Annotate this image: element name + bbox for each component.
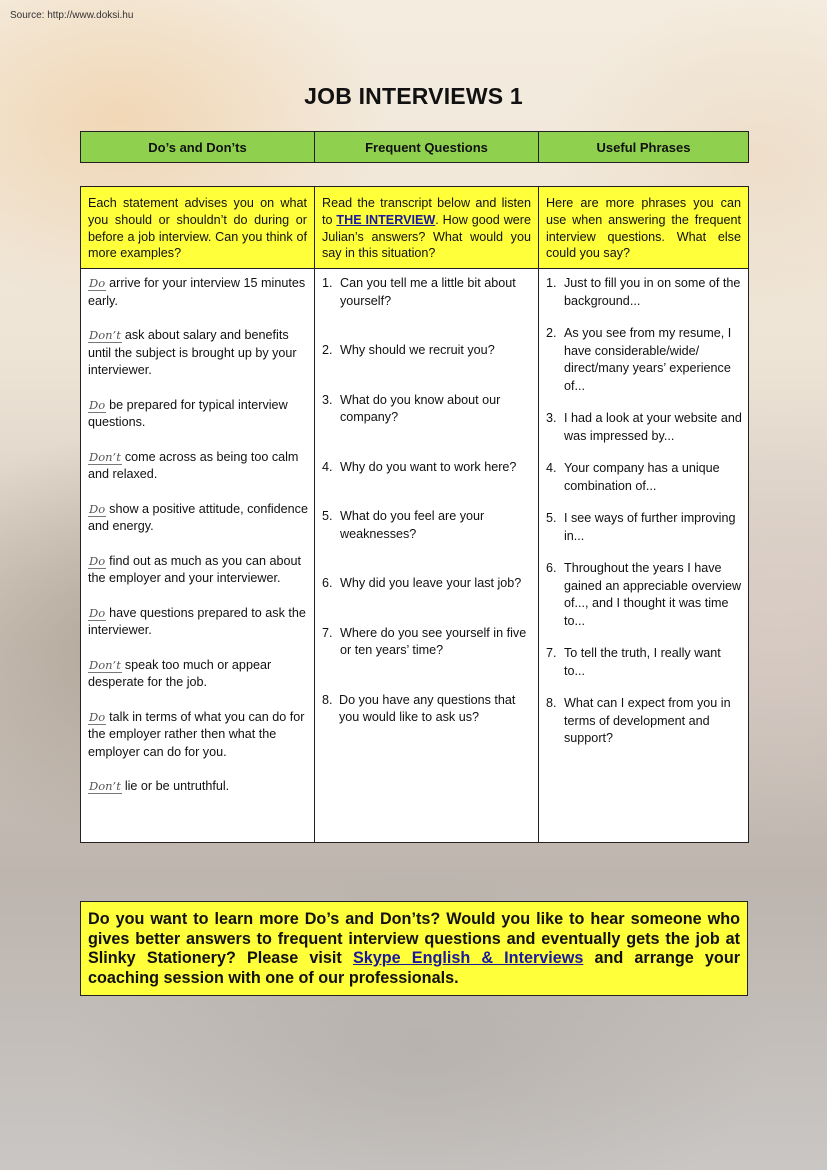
item-text: To tell the truth, I really want to... xyxy=(564,646,721,678)
item-number: 2. xyxy=(546,326,557,341)
question-item xyxy=(322,392,532,427)
item-text: Why do you want to work here? xyxy=(340,459,517,474)
item-text: Throughout the years I have gained an appreciable overview of..., and I thought it was time to... xyxy=(564,561,742,628)
tag-label: Do xyxy=(89,276,106,291)
item-text: show a positive attitude, confidence and energy. xyxy=(88,501,308,534)
intro-text-before: Read the transcript below and listen to xyxy=(322,196,531,227)
phrase-item xyxy=(546,695,742,748)
list-item xyxy=(88,605,308,640)
item-number: 6. xyxy=(322,576,333,591)
question-item xyxy=(322,459,532,477)
promo-box xyxy=(80,901,748,996)
item-number: 4. xyxy=(322,459,333,474)
content-table xyxy=(80,186,749,843)
intro-text-after: . How good were Julian’s answers? What would you say in this situation? xyxy=(322,212,531,261)
item-text: ask about salary and benefits until the subject is brought up by your interviewer. xyxy=(88,328,297,378)
item-text: speak too much or appear desperate for the job. xyxy=(88,657,272,690)
item-number: 7. xyxy=(546,646,557,661)
item-text: find out as much as you can about the employer and your interviewer. xyxy=(88,553,301,586)
question-item xyxy=(322,575,532,593)
item-text: Just to fill you in on some of the background... xyxy=(564,276,741,308)
item-text: I see ways of further improving in... xyxy=(564,511,736,543)
list-item xyxy=(88,709,308,762)
list-item xyxy=(88,275,308,310)
item-text: As you see from my resume, I have considerable/wide/ direct/many years’ experience of... xyxy=(564,326,732,393)
tag-label: Don’t xyxy=(89,779,121,794)
intro-useful-phrases: Here are more phrases you can use when answering the frequent interview questions. What else could you say? xyxy=(539,187,749,269)
header-dos-donts: Do’s and Don’ts xyxy=(81,132,315,163)
list-item xyxy=(88,657,308,692)
useful-phrases-list xyxy=(539,269,749,843)
item-number: 1. xyxy=(546,276,557,291)
item-text: talk in terms of what you can do for the employer rather then what the employer can do for you. xyxy=(88,709,305,759)
item-number: 8. xyxy=(322,692,333,707)
intro-dos-donts: Each statement advises you on what you should or shouldn’t do during or before a job interview. Can you think of more examples? xyxy=(81,187,315,269)
tag-label: Don’t xyxy=(89,449,121,464)
phrase-item xyxy=(546,410,742,445)
list-item xyxy=(88,553,308,588)
tag-label: Do xyxy=(89,501,106,516)
dos-donts-list xyxy=(81,269,315,843)
source-label: Source: http://www.doksi.hu xyxy=(10,10,134,21)
the-interview-link[interactable]: THE INTERVIEW xyxy=(336,212,436,227)
item-text: I had a look at your website and was impressed by... xyxy=(564,411,742,443)
item-text: Your company has a unique combination of... xyxy=(564,461,720,493)
item-text: Where do you see yourself in five or ten years’ time? xyxy=(340,625,527,658)
phrase-item xyxy=(546,510,742,545)
phrase-item xyxy=(546,460,742,495)
tag-label: Do xyxy=(89,605,106,620)
question-item xyxy=(322,625,532,660)
tag-label: Don’t xyxy=(89,657,121,672)
page-title: JOB INTERVIEWS 1 xyxy=(304,83,523,109)
skype-english-link[interactable]: Skype English & Interviews xyxy=(352,949,584,968)
intro-frequent-questions xyxy=(315,187,539,269)
header-useful-phrases: Useful Phrases xyxy=(539,132,749,163)
item-number: 6. xyxy=(546,561,557,576)
question-item xyxy=(322,508,532,543)
item-text: Do you have any questions that you would like to ask us? xyxy=(339,692,516,725)
list-item xyxy=(88,501,308,536)
frequent-questions-list xyxy=(315,269,539,843)
tag-label: Do xyxy=(89,553,106,568)
item-number: 8. xyxy=(546,696,557,711)
phrase-item xyxy=(546,560,742,630)
list-item xyxy=(88,778,308,796)
item-text: lie or be untruthful. xyxy=(124,779,230,794)
item-text: be prepared for typical interview questions. xyxy=(88,397,288,430)
list-item xyxy=(88,327,308,380)
item-number: 5. xyxy=(546,511,557,526)
phrase-item xyxy=(546,275,742,310)
question-item xyxy=(322,342,532,360)
item-number: 2. xyxy=(322,343,333,358)
item-number: 7. xyxy=(322,625,333,640)
item-number: 4. xyxy=(546,461,557,476)
item-text: come across as being too calm and relaxed. xyxy=(88,449,299,482)
promo-text-before: Do you want to learn more Do’s and Don’ts? Would you like to hear someone who gives better answers to frequent interview questions and eventually gets the job at Slinky Stationery? Please visit xyxy=(88,910,740,968)
header-frequent-questions: Frequent Questions xyxy=(315,132,539,163)
item-text: Why did you leave your last job? xyxy=(340,576,522,591)
item-text: What do you know about our company? xyxy=(340,392,501,425)
item-number: 3. xyxy=(322,392,333,407)
item-text: Why should we recruit you? xyxy=(340,343,495,358)
tag-label: Do xyxy=(89,397,106,412)
item-text: What do you feel are your weaknesses? xyxy=(340,509,485,541)
question-item xyxy=(322,692,532,727)
phrase-item xyxy=(546,645,742,680)
item-text: have questions prepared to ask the interviewer. xyxy=(88,605,306,638)
list-item xyxy=(88,449,308,484)
tag-label: Don’t xyxy=(89,328,121,343)
item-text: arrive for your interview 15 minutes early. xyxy=(88,276,306,308)
tag-label: Do xyxy=(89,709,106,724)
item-number: 5. xyxy=(322,509,333,524)
question-item xyxy=(322,275,532,310)
column-header-table xyxy=(80,131,749,163)
promo-text-after: and arrange your coaching session with one of our professionals. xyxy=(88,949,741,987)
item-text: What can I expect from you in terms of development and support? xyxy=(564,696,731,746)
item-number: 3. xyxy=(546,411,557,426)
item-text: Can you tell me a little bit about yourself? xyxy=(340,276,516,308)
phrase-item xyxy=(546,325,742,395)
list-item xyxy=(88,397,308,432)
item-number: 1. xyxy=(322,276,333,291)
